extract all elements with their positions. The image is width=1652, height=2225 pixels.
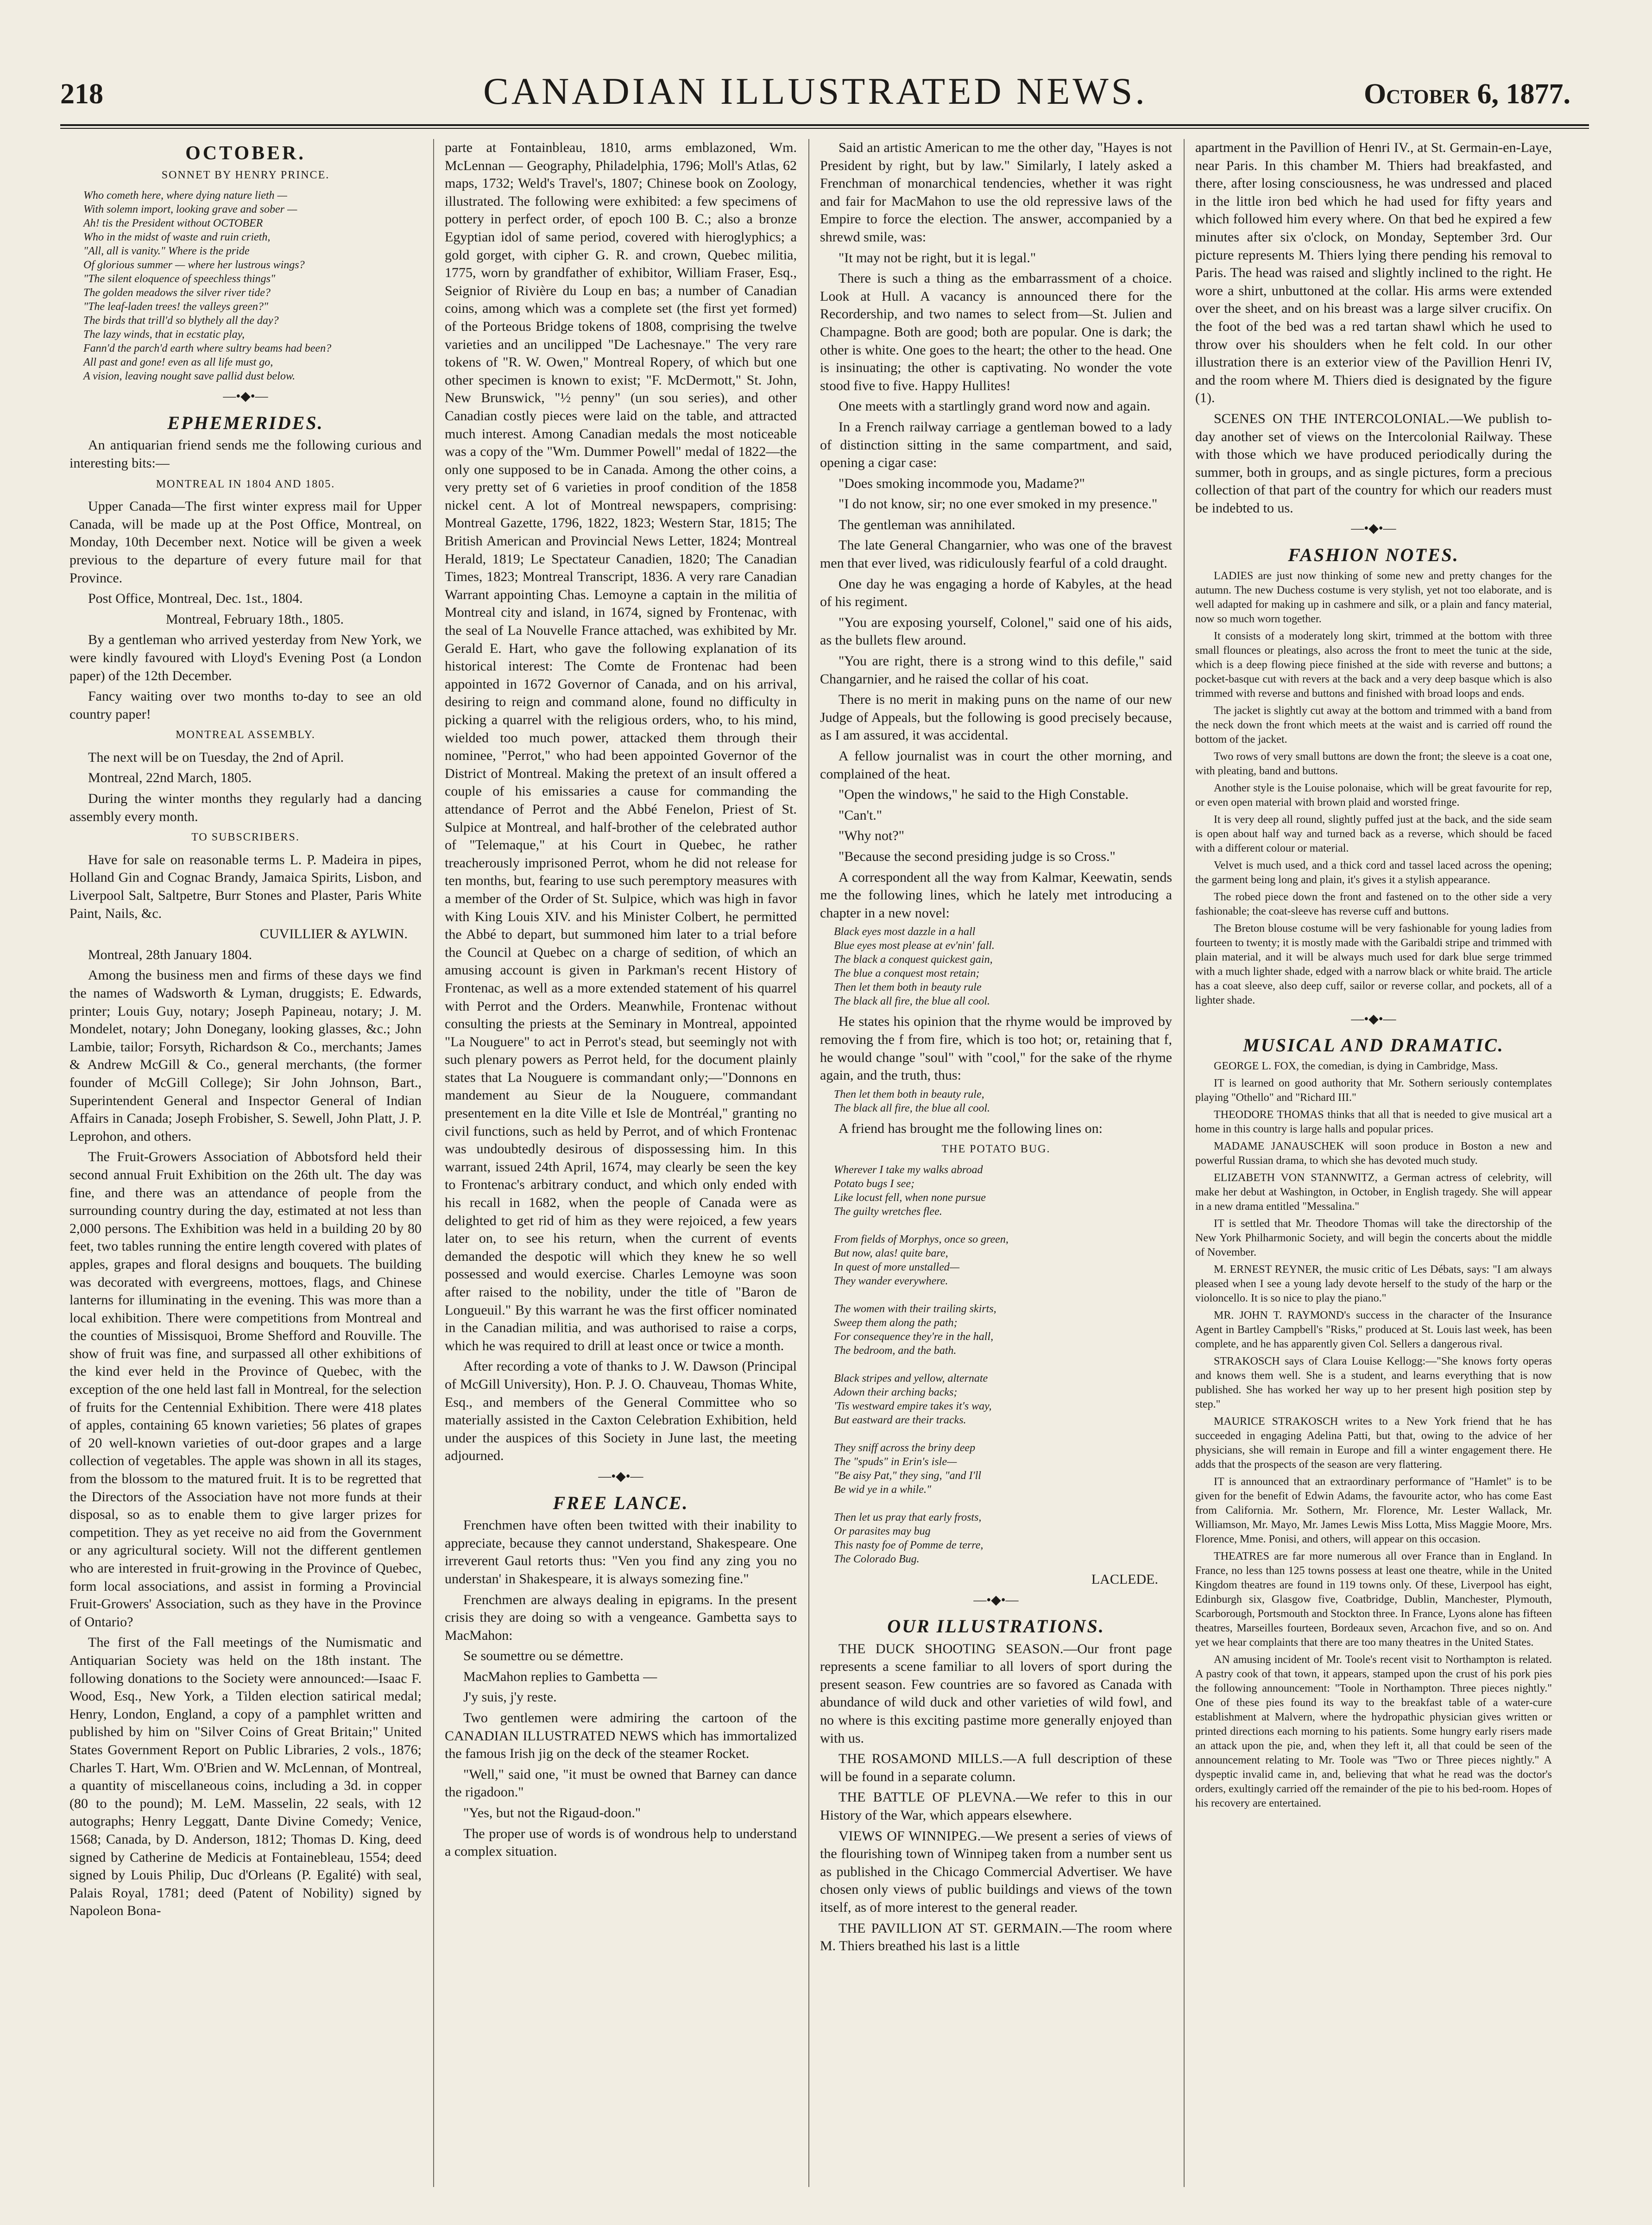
paragraph: The gentleman was annihilated. [839, 517, 1015, 532]
poem-line: This nasty foe of Pomme de terre, [834, 1539, 984, 1551]
column-rule [433, 139, 434, 2187]
poem-line: The women with their trailing skirts, [834, 1302, 996, 1315]
section-divider: —•◆•— [973, 1593, 1019, 1607]
dateline: Montreal, 28th January 1804. [88, 947, 252, 962]
header-rule-thin [60, 128, 1589, 129]
subhead: MONTREAL ASSEMBLY. [176, 729, 315, 741]
paragraph: A friend has brought me the following lines on: [839, 1120, 1103, 1136]
column-rule [1184, 139, 1185, 2187]
paragraph: There is no merit in making puns on the name of our new Judge of Appeals, but the following is good precisely because, as I am assured, it was accidental. [820, 692, 1172, 743]
subhead: MONTREAL IN 1804 AND 1805. [156, 478, 335, 490]
poem-line [834, 1358, 1172, 1372]
paragraph: apartment in the Pavillion of Henri IV., at St. Germain-en-Laye, near Paris. In this chamber M. Thiers had breakfasted, and there, after losing consciousness, he was undressed and placed in the little iron bed which he had used for fifty years and which followed him every where. On that bed he expired a few minutes after six o'clock, on Monday, September 3rd. Our picture represents M. Thiers lying there pending his removal to Paris. The head was raised and slightly inclined to the right. He wore a shirt, unbuttoned at the collar. His arms were extended over the sheet, and on his breast was a large silver crucifix. On the foot of the bed was a red tartan shawl which he used to throw over his shoulders when he felt cold. In our other illustration there is an exterior view of the Pavillion Henri IV, and the room where M. Thiers died is designated by the figure (1). [1195, 140, 1552, 406]
paragraph: THE BATTLE OF PLEVNA.—We refer to this in our History of the War, which appears elsewhere. [820, 1789, 1172, 1823]
paragraph: MADAME JANAUSCHEK will soon produce in Boston a new and powerful Russian drama, to which she has devoted much study. [1195, 1140, 1552, 1167]
fashion-notes-body [1195, 569, 1552, 1008]
poem-line: The black all fire, the blue all cool. [834, 1102, 990, 1114]
quote-line: J'y suis, j'y reste. [463, 1689, 557, 1705]
paragraph: THE PAVILLION AT ST. GERMAIN.—The room where M. Thiers breathed his last is a little [820, 1920, 1172, 1954]
october-sonnet-author: SONNET BY HENRY PRINCE. [161, 169, 330, 181]
free-lance-title: FREE LANCE. [553, 1492, 689, 1513]
paragraph: Said an artistic American to me the other day, "Hayes is not President by right, but by law." Similarly, I lately asked a Frenchman of monarchical tendencies, whether it was right and fair for MacMahon to use the old repressive laws of the Empire to force the election. The answer, accompanied by a shrewd smile, was: [820, 140, 1172, 245]
poem-line: But now, alas! quite bare, [834, 1247, 948, 1259]
paragraph: It consists of a moderately long skirt, trimmed at the bottom with three small flounces or pleatings, also across the front to meet the tunic at the side, which is a deep flowing piece finished at the side with reverse and buttons; a pocket-basque cut with revers at the back and a very deep basque which is also trimmed with reverse and buttons and finished with broad loops and ends. [1195, 630, 1552, 700]
paragraph: It is very deep all round, slightly puffed just at the back, and the side seam is open about half way and turned back as a reverse, which should be faced with a different colour or material. [1195, 813, 1552, 854]
paragraph: IT is settled that Mr. Theodore Thomas will take the directorship of the New York Philharmonic Society, and will begin the concerts about the middle of November. [1195, 1217, 1552, 1258]
october-title: OCTOBER. [185, 143, 306, 164]
paragraph: One meets with a startlingly grand word now and again. [839, 398, 1151, 414]
signature: CUVILLIER & AYLWIN. [259, 926, 408, 942]
paragraph: parte at Fontainbleau, 1810, arms emblazoned, Wm. McLennan — Geography, Philadelphia, 1796; Moll's Atlas, 62 maps, 1732; Weld's Travel's, 1807; Chinese book on Zoology, illustrated. The following were exhibited: a few specimens of pottery in perfect order, of epoch 100 B. C.; also a bronze Egyptian idol of same period, covered with hieroglyphics; a gold gorget, with cipher G. R. and crown, Quebec militia, 1775, worn by grandfather of exhibitor, William Fraser, Esq., Seignior of Rivière du Loup en bas; a number of Canadian coins, among which was a complete set (the first yet formed) of the Porteous Bridge tokens of 1808, comprising the twelve varieties and an uncilipped "De Lachesnaye." The very rare tokens of "R. W. Owen," Montreal Ropery, of which but one other specimen is known to exist; "F. McDermott," St. John, New Brunswick, "½ penny" (un sou series), and other Canadian costly pieces were laid on the table, and attracted much interest. Among Canadian medals the most noticeable was a copy of the "Wm. Dummer Powell" medal of 1822—the only one supposed to be in Canada. Among the other coins, a very pretty set of 6 varieties in proof condition of the 1858 nickel cent. A lot of Montreal newspapers, comprising: Montreal Gazette, 1796, 1822, 1823; Western Star, 1815; The British American and Provincial News Letter, 1824; Montreal Herald, 1819; Le Spectateur Canadien, 1820; The Canadian Times, 1823; Montreal Transcript, 1836. A very rare Canadian Warrant appointing Chas. Lemoyne a captain in the militia of Montreal city and island, in 1674, signed by Frontenac, with the seal of La Nouvelle France attached, was exhibited by Mr. Gerald E. Hart, who gave the following explanation of its historical interest: The Comte de Frontenac had been appointed in 1672 Governor of Canada, and on his arrival, desiring to reign and command alone, found no difficulty in picking a quarrel with the religious orders, who, to his mind, wielded too much power, attacked them through their nominee, "Perrot," who had been appointed Governor of the District of Montreal. Making the pretext of an insult offered a couple of his emissaries a cause for commanding the attendance of Perrot and the Abbé Fenelon, Priest of St. Sulpice at Montreal, and half-brother of the celebrated author of "Telemaque," at his Court in Quebec, he rather treacherously imprisoned Perrot, whom he did not release for ten months, but, fearing to use such peremptory measures with a member of the Order of St. Sulpice, which was high in favor with King Louis XIV. and his Minister Colbert, he permitted the Abbé to depart, but summoned him later to a trial before the Council at Quebec on a charge of sedition, of which an amusing account is given in Parkman's recent History of Frontenac, as well as a more extended statement of his quarrel with Perrot and the Orders. Meanwhile, Frontenac without consulting the priests at the Seminary in Montreal, appointed "La Nouguere" to act in Perrot's stead, but seemingly not with such plenary powers as Perrot held, for the document plainly states that La Nouguere is commandant only;—"Donnons en mandement au Sieur de la Nouguere, commandant presentement en la dite Ville et Isle de Montréal," granting no civil functions, such as held by Perrot, and of which Frontenac was undoubtedly desirous of dispossessing him. In this warrant, issued 24th April, 1674, may clearly be seen the key to Frontenac's arbitrary conduct, and which only ended with his recall in 1682, when the people of Canada were as delighted to get rid of him as they were rejoiced, a few years later on, to see his return, when the current of events demanded the despotic will which they knew he so well possessed and would exercise. Charles Lemoyne was soon after raised to the nobility, under the title of "Baron de Longueuil." By this warrant he was the first officer nominated in the Canadian militia, and was authorised to raise a corps, which he was required to drill at least once or twice a month. [445, 140, 797, 1353]
paragraph: "You are right, there is a strong wind to this defile," said Changarnier, and he raised the collar of his coat. [820, 653, 1172, 687]
october-poem [83, 189, 422, 383]
poem-line: Sweep them along the path; [834, 1316, 958, 1329]
poem-line: Then let them both in beauty rule, [834, 1088, 984, 1100]
paragraph: Have for sale on reasonable terms L. P. Madeira in pipes, Holland Gin and Cognac Brandy, Jamaica Spirits, Lisbon, and Liverpool Salt, Saltpetre, Burr Stones and Plaster, Paris White Paint, Nails, &c. [69, 852, 422, 921]
paragraph: Post Office, Montreal, Dec. 1st., 1804. [88, 591, 303, 607]
poem-line: For consequence they're in the hall, [834, 1330, 994, 1343]
poem-line: With solemn import, looking grave and sober — [83, 203, 297, 216]
poem-line: Like locust fell, when none pursue [834, 1191, 986, 1204]
paragraph: SCENES ON THE INTERCOLONIAL.—We publish to-day another set of views on the Intercolonial Railway. These with those which we have produced periodically during the summer, both in groups, and as single pictures, form a precious collection of that part of the country for which our readers must be indebted to us. [1195, 411, 1552, 516]
header-rule [60, 124, 1589, 126]
quote-line: MacMahon replies to Gambetta — [463, 1669, 657, 1684]
paragraph: "Does smoking incommode you, Madame?" [839, 475, 1085, 491]
masthead-title: CANADIAN ILLUSTRATED NEWS. [483, 70, 1148, 112]
poem-line: "All, all is vanity." Where is the pride [83, 245, 250, 258]
paragraph: The robed piece down the front and fastened on to the other side a very fashionable; the coat-sleeve has reverse cuff and buttons. [1195, 891, 1552, 917]
paragraph: In a French railway carriage a gentleman bowed to a lady of distinction sitting in the same compartment, and said, opening a cigar case: [820, 419, 1172, 471]
paragraph: Velvet is much used, and a thick cord and tassel laced across the opening; the garment being long and plain, it's gives it a stylish appearance. [1195, 859, 1552, 886]
page-header [60, 70, 1570, 125]
poem-line: The black a conquest quickest gain, [834, 954, 993, 966]
poem-line: Or parasites may bug [834, 1525, 931, 1537]
paragraph: Upper Canada—The first winter express mail for Upper Canada, will be made up at the Post Office, Montreal, on Monday, 10th December next. Notice will be given a week previous to the departure of every future mail for that Province. [69, 499, 422, 586]
signature: LACLEDE. [1091, 1571, 1158, 1587]
paragraph: During the winter months they regularly had a dancing assembly every month. [69, 791, 422, 824]
poem-line: A vision, leaving nought save pallid dust below. [83, 370, 296, 383]
musical-body [1195, 1059, 1552, 1811]
section-divider: —•◆•— [598, 1469, 643, 1484]
paragraph: One day he was engaging a horde of Kabyles, at the head of his regiment. [820, 576, 1172, 610]
paragraph: "Because the second presiding judge is so Cross." [839, 848, 1116, 864]
poem-line: The bedroom, and the bath. [834, 1344, 957, 1357]
paragraph: Frenchmen have often been twitted with their inability to appreciate, because they cannot understand, Shakespeare. One irreverent Gaul retorts thus: "Ven you find any zing you no understan' in Shakespeare, it is always somezing fine." [445, 1517, 797, 1587]
musical-dramatic-title: MUSICAL AND DRAMATIC. [1243, 1035, 1504, 1056]
paragraph: STRAKOSCH says of Clara Louise Kellogg:—"She knows forty operas and knows them well. She is a student, and learns everything that is now published. She has worked her way up to her present high position step by step." [1195, 1355, 1552, 1410]
paragraph: "I do not know, sir; no one ever smoked in my presence." [839, 496, 1158, 512]
paragraph: Two rows of very small buttons are down the front; the sleeve is a coat one, with pleating, band and buttons. [1195, 750, 1552, 777]
potato-bug-poem [834, 1163, 1172, 1566]
poem-line: The "spuds" in Erin's isle— [834, 1455, 957, 1468]
column-rule [808, 139, 809, 2187]
paragraph: "Open the windows," he said to the High Constable. [839, 787, 1129, 803]
poem-line: The guilty wretches flee. [834, 1205, 942, 1218]
poem-line: Adown their arching backs; [834, 1386, 958, 1398]
column-3 [820, 139, 1172, 2187]
column-4 [1195, 139, 1552, 2187]
paragraph: "Well," said one, "it must be owned that Barney can dance the rigadoon." [445, 1766, 797, 1800]
paragraph: There is such a thing as the embarrassment of a choice. Look at Hull. A vacancy is announced there for the Recordership, and two names to select from—St. Julien and Champagne. Both are good; both are popular. One is dark; the other is white. One goes to the heart; the other to the head. One is insinuating; the other is captivating. No wonder the vote stood five to five. Happy Hullites! [820, 271, 1172, 393]
poem-line [834, 1219, 1172, 1233]
paragraph: The proper use of words is of wondrous help to understand a complex situation. [445, 1826, 797, 1859]
poem-line: Black eyes most dazzle in a hall [834, 926, 976, 938]
paragraph: Two gentlemen were admiring the cartoon of the CANADIAN ILLUSTRATED NEWS which has immortalized the famous Irish jig on the deck of the steamer Rocket. [445, 1710, 797, 1762]
poem-line: "The silent eloquence of speechless things" [83, 273, 276, 285]
paragraph: IT is learned on good authority that Mr. Sothern seriously contemplates playing "Othello" and "Richard III." [1195, 1077, 1552, 1104]
paragraph: GEORGE L. FOX, the comedian, is dying in Cambridge, Mass. [1214, 1060, 1498, 1072]
eyes-poem [834, 925, 1172, 1008]
paragraph: "It may not be right, but it is legal." [839, 250, 1036, 265]
illustrations-title: OUR ILLUSTRATIONS. [887, 1616, 1105, 1637]
paragraph: MAURICE STRAKOSCH writes to a New York friend that he has succeeded in engaging Adelina Patti, but that, owing to the advice of her physicians, she will remain in Europe and fill a winter engagement there. He adds that the prospects of the season are very flattering. [1195, 1415, 1552, 1471]
poem-line: Wherever I take my walks abroad [834, 1163, 983, 1176]
paragraph: The next will be on Tuesday, the 2nd of April. [88, 749, 344, 765]
page-number: 218 [60, 78, 103, 110]
poem-line: 'Tis westward empire takes it's way, [834, 1400, 992, 1412]
paragraph: After recording a vote of thanks to J. W. Dawson (Principal of McGill University), Hon. P. J. O. Chauveau, Thomas White, Esq., and members of the General Committee who so materially assisted in the Caxton Celebration Exhibition, held under the auspices of this Society in June last, the meeting adjourned. [445, 1359, 797, 1464]
poem-line: In quest of more unstalled— [834, 1261, 960, 1273]
column-2 [445, 139, 797, 2187]
dateline: Montreal, February 18th., 1805. [165, 611, 344, 627]
paragraph: VIEWS OF WINNIPEG.—We present a series of views of the flourishing town of Winnipeg taken from a number sent us as published in the Chicago Commercial Advertiser. We have chosen only views of public buildings and views of the town itself, as of more interest to the general reader. [820, 1828, 1172, 1915]
paragraph: "Why not?" [839, 828, 904, 844]
poem-line: But eastward are their tracks. [834, 1414, 966, 1426]
eyes-poem-revised [834, 1087, 1172, 1115]
section-divider: —•◆•— [1351, 521, 1396, 536]
poem-line: The birds that trill'd so blythely all the day? [83, 315, 279, 327]
paragraph: An antiquarian friend sends me the following curious and interesting bits:— [69, 437, 422, 471]
paragraph: THE DUCK SHOOTING SEASON.—Our front page represents a scene familiar to all lovers of sport during the present season. Few countries are so favored as Canada with abundance of wild duck and other varieties of wild fowl, and no where is this exciting pastime more generally enjoyed than with us. [820, 1641, 1172, 1746]
paragraph: By a gentleman who arrived yesterday from New York, we were kindly favoured with Lloyd's Evening Post (a London paper) of the 12th December. [69, 632, 422, 683]
paragraph: The jacket is slightly cut away at the bottom and trimmed with a band from the neck down the front which meets at the waist and is carried off round the bottom of the jacket. [1195, 704, 1552, 746]
poem-line [834, 1288, 1172, 1302]
quote-line: Se soumettre ou se démettre. [463, 1648, 624, 1664]
paragraph: "Can't." [839, 807, 883, 823]
paragraph: The late General Changarnier, who was one of the bravest men that ever lived, was ridiculously fearful of a cold draught. [820, 537, 1172, 571]
paragraph: A fellow journalist was in court the other morning, and complained of the heat. [820, 748, 1172, 782]
section-divider: —•◆•— [1351, 1011, 1396, 1026]
paragraph: Another style is the Louise polonaise, which will be great favourite for rep, or even open material with brown plaid and worsted fringe. [1195, 782, 1552, 809]
paragraph: The Breton blouse costume will be very fashionable for young ladies from fourteen to twenty; it is mostly made with the Garibaldi stripe and trimmed with plain material, and it will be always much used for dark blue serge trimmed with a much lighter shade, edged with a narrow black or white braid. The article has a coat sleeve, also deep cuff, sailor or reverse collar, and pockets, all of a lighter shade. [1195, 922, 1552, 1006]
paragraph: Among the business men and firms of these days we find the names of Wadsworth & Lyman, druggists; E. Edwards, printer; Louis Guy, notary; Joseph Papineau, notary; J. M. Mondelet, notary; John Donegany, looking glasses, &c.; John Lambie, tailor; Forsyth, Richardson & Co., merchants; James & Andrew McGill & Co., general merchants, (the former founder of McGill College); Sir John Johnson, Bart., Superintendent General and Inspector General of Indian Affairs in Canada; Joseph Frobisher, S. Sewell, John Platt, J. P. Leprohon, and others. [69, 967, 422, 1144]
poem-line: From fields of Morphys, once so green, [834, 1233, 1009, 1245]
poem-line [834, 1427, 1172, 1441]
paragraph: "You are exposing yourself, Colonel," said one of his aids, as the bullets flew around. [820, 614, 1172, 648]
paragraph: THE ROSAMOND MILLS.—A full description of these will be found in a separate column. [820, 1751, 1172, 1784]
paragraph: MR. JOHN T. RAYMOND's success in the character of the Insurance Agent in Bartley Campbell's "Risks," produced at St. Louis last week, has been complete, and he has apparently given Col. Sellers a dangerous rival. [1195, 1309, 1552, 1350]
paragraph: IT is announced that an extraordinary performance of "Hamlet" is to be given for the benefit of Edwin Adams, the favourite actor, who has come East from California. Mr. Sothern, Mr. Florence, Mr. Lester Wallack, Mr. Williamson, Mr. Mayo, Mr. James Lewis Miss Lotta, Miss Maggie Moore, Mrs. Florence, Mme. Ponisi, and others, will appear on this occasion. [1195, 1475, 1552, 1545]
paragraph: "Yes, but not the Rigaud-doon." [463, 1805, 641, 1821]
dateline: Montreal, 22nd March, 1805. [88, 770, 252, 786]
poem-line: Who in the midst of waste and ruin crieth, [83, 231, 271, 244]
subhead: TO SUBSCRIBERS. [191, 831, 300, 844]
poem-line: Ah! tis the President without OCTOBER [83, 217, 263, 230]
poem-line: Who cometh here, where dying nature lieth — [83, 190, 287, 202]
poem-line: The golden meadows the silver river tide? [83, 287, 271, 299]
paragraph: THEATRES are far more numerous all over France than in England. In France, no less than 125 towns possess at least one theatre, while in the United Kingdom theatres are found in 119 towns only. Of these, Liverpool has eight, Edinburgh six, Glasgow five, Coatbridge, Dublin, Manchester, Plymouth, Scarborough, Portsmouth and Stockton three. In France, Lyons alone has fifteen theatres, Marseilles fourteen, Bordeaux seven, Arcachon five, and so on. And yet we hear complaints that there are too many theatres in the United States. [1195, 1550, 1552, 1649]
poem-line: The black all fire, the blue all cool. [834, 995, 990, 1008]
paragraph: ELIZABETH VON STANNWITZ, a German actress of celebrity, will make her debut at Washington, in October, in English tragedy. She will appear in a new drama entitled "Messalina." [1195, 1171, 1552, 1213]
paragraph: The first of the Fall meetings of the Numismatic and Antiquarian Society was held on the 18th instant. The following donations to the Society were announced:—Isaac F. Wood, Esq., New York, a Tilden election satirical medal; Henry, London, England, a copy of a pamphlet written and published by him on "Silver Coins of Great Britain;" United States Government Report on Public Libraries, 2 vols., 1876; Charles T. Hart, Wm. O'Brien and W. McLennan, of Montreal, a quantity of miscellaneous coins, including a 3d. in copper (80 to the pound); M. LeM. Masselin, 22 seals, with 12 autographs; Henry Leggatt, Dante Divine Comedy; Venice, 1568; Canada, by D. Anderson, 1812; Thomas D. King, deed signed by Catherine de Medicis at Fontainebleau, 1554; deed signed by Louis Philip, Duc d'Orleans (P. Egalité) with seal, Palais Royal, 1781; deed (Patent of Nobility) signed by Napoleon Bona- [69, 1635, 422, 1919]
poem-title: THE POTATO BUG. [941, 1143, 1051, 1156]
paragraph: Frenchmen are always dealing in epigrams. In the present crisis they are doing so with a vengeance. Gambetta says to MacMahon: [445, 1592, 797, 1643]
paragraph: Fancy waiting over two months to-day to see an old country paper! [69, 689, 422, 722]
paragraph: LADIES are just now thinking of some new and pretty changes for the autumn. The new Duchess costume is very stylish, yet not too elaborate, and is well adapted for making up in cashmere and silk, or a plain and fancy material, now so much worn together. [1195, 569, 1552, 625]
poem-line: The Colorado Bug. [834, 1553, 920, 1565]
poem-line: All past and gone! even as all life must go, [83, 356, 273, 369]
poem-line: Potato bugs I see; [834, 1177, 914, 1190]
poem-line [834, 1497, 1172, 1511]
poem-line: The lazy winds, that in ecstatic play, [83, 329, 245, 341]
poem-line: Then let us pray that early frosts, [834, 1511, 982, 1523]
poem-line: Fann'd the parch'd earth where sultry beams had been? [83, 342, 332, 355]
poem-line: Black stripes and yellow, alternate [834, 1372, 988, 1384]
poem-line: Of glorious summer — where her lustrous wings? [83, 259, 305, 272]
fashion-notes-title: FASHION NOTES. [1288, 544, 1459, 566]
paragraph: M. ERNEST REYNER, the music critic of Les Débats, says: "I am always pleased when I see a young lady devote herself to the study of the harp or the violoncello. It is so nice to play the piano." [1195, 1263, 1552, 1304]
poem-line: Blue eyes most please at ev'nin' fall. [834, 940, 995, 952]
ephemerides-title: EPHEMERIDES. [167, 412, 324, 433]
poem-line: They wander everywhere. [834, 1275, 948, 1287]
section-divider: —•◆•— [223, 389, 268, 404]
paragraph: The Fruit-Growers Association of Abbotsford held their second annual Fruit Exhibition on the 26th ult. The day was fine, and there was an attendance of people from the surrounding country during the day, estimated at not less than 2,000 persons. The Exhibition was held in a building 20 by 80 feet, two tables running the entire length covered with plates of apples, grapes and floral designs and bouquets. The building was decorated with evergreens, mottoes, flags, and Chinese lanterns for illuminating in the evening. This was more than a local exhibition. There were competitions from Montreal and the counties of Missisquoi, Brome Shefford and Rouville. The show of fruit was fine, and surpassed all other exhibitions of the kind ever held in the Province of Quebec, with the exception of the one held last fall in Montreal, for the selection of fruits for the Centennial Exhibition. There were 418 plates of apples, containing 65 known varieties; 56 plates of grapes of 20 well-known varieties of out-door grapes and a large collection of vegetables. The apple was shown in all its stages, from the blossom to the matured fruit. It is to be regretted that the Directors of the Association have not more funds at their disposal, so as to enable them to give larger prizes for competition. They as yet receive no aid from the Government or any agricultural society. Will not the different gentlemen who are interested in fruit-growing in the Province of Quebec, form local associations, and assist in forming a Provincial Fruit-Growers' Association, such as they have in the Province of Ontario? [69, 1149, 422, 1630]
paragraph: He states his opinion that the rhyme would be improved by removing the f from fire, which is too hot; or, retaining that f, he would change "soul" with "cool," for the sake of the rhyme again, and the truth, thus: [820, 1014, 1172, 1083]
paragraph: AN amusing incident of Mr. Toole's recent visit to Northampton is related. A pastry cook of that town, it appears, stamped upon the crust of his pork pies the following announcement: "Toole in Northampton. Three pieces nightly." One of these pies found its way to the breakfast table of a water-cure establishment at Malvern, where the hydropathic physician gives written or printed directions each morning to his patients. Some hungry early risers made an attack upon the pie, and, when they left it, all that could be seen of the announcement relating to Mr. Toole was "Two or Three pieces nightly." A dyspeptic invalid came in, and, believing that what he read was the doctor's orders, exultingly carried off the remainder of the pie to his bed-room. Hopes of his recovery are entertained. [1195, 1653, 1552, 1809]
paragraph: THEODORE THOMAS thinks that all that is needed to give musical art a home in this country is large halls and popular prices. [1195, 1108, 1552, 1135]
poem-line: The blue a conquest most retain; [834, 967, 980, 980]
poem-line: "Be aisy Pat," they sing, "and I'll [834, 1469, 981, 1482]
column-1 [69, 139, 422, 2187]
issue-date: October 6, 1877. [1363, 78, 1570, 110]
poem-line: "The leaf-laden trees! the valleys green?" [83, 301, 268, 313]
poem-line: Then let them both in beauty rule [834, 981, 982, 994]
paragraph: A correspondent all the way from Kalmar, Keewatin, sends me the following lines, which he lately met introducing a chapter in a new novel: [820, 869, 1172, 921]
poem-line: Be wid ye in a while." [834, 1483, 932, 1496]
poem-line: They sniff across the briny deep [834, 1441, 976, 1454]
